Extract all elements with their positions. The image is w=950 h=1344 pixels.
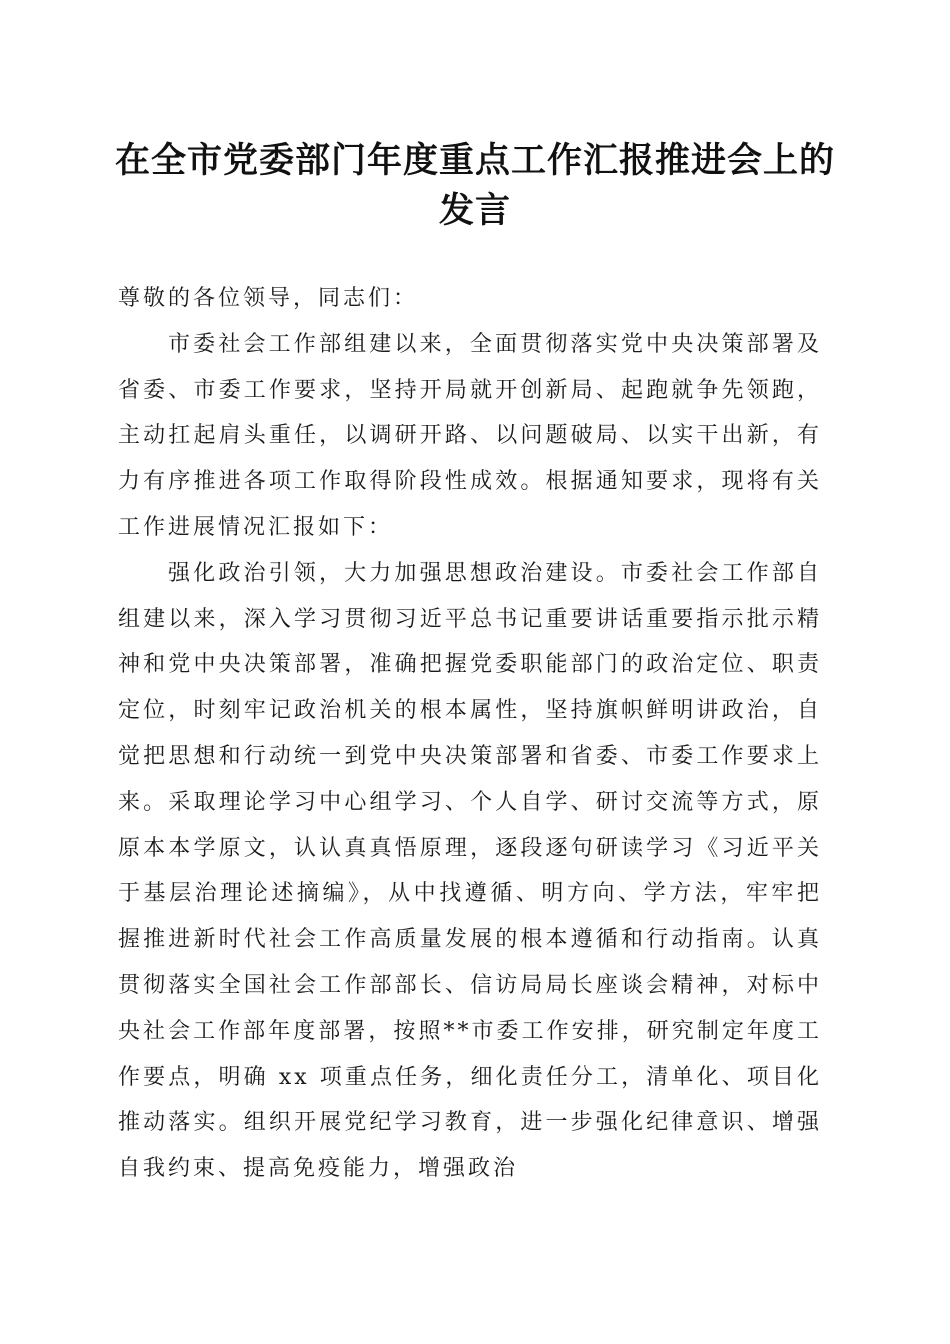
paragraph-intro: 市委社会工作部组建以来，全面贯彻落实党中央决策部署及省委、市委工作要求，坚持开局就开创新局、起跑就争先领跑，主动扛起肩头重任，以调研开路、以问题破局、以实干出新，有力有序推进各项工作取得阶段性成效。根据通知要求，现将有关工作进展情况汇报如下： xyxy=(118,331,822,540)
document-body xyxy=(118,276,822,1192)
document-title: 在全市党委部门年度重点工作汇报推进会上的发言 xyxy=(114,140,835,231)
salutation: 尊敬的各位领导，同志们： xyxy=(118,286,419,311)
paragraph-political-guidance: 强化政治引领，大力加强思想政治建设。市委社会工作部自组建以来，深入学习贯彻习近平总书记重要讲话重要指示批示精神和党中央决策部署，准确把握党委职能部门的政治定位、职责定位，时刻牢记政治机关的根本属性，坚持旗帜鲜明讲政治，自觉把思想和行动统一到党中央决策部署和省委、市委工作要求上来。采取理论学习中心组学习、个人自学、研讨交流等方式，原原本本学原文，认认真真悟原理，逐段逐句研读学习《习近平关于基层治理论述摘编》，从中找遵循、明方向、学方法，牢牢把握推进新时代社会工作高质量发展的根本遵循和行动指南。认真贯彻落实全国社会工作部部长、信访局局长座谈会精神，对标中央社会工作部年度部署，按照**市委工作安排，研究制定年度工作要点，明确 xx 项重点任务，细化责任分工，清单化、项目化推动落实。组织开展党纪学习教育，进一步强化纪律意识、增强自我约束、提高免疫能力，增强政治 xyxy=(118,560,822,1182)
